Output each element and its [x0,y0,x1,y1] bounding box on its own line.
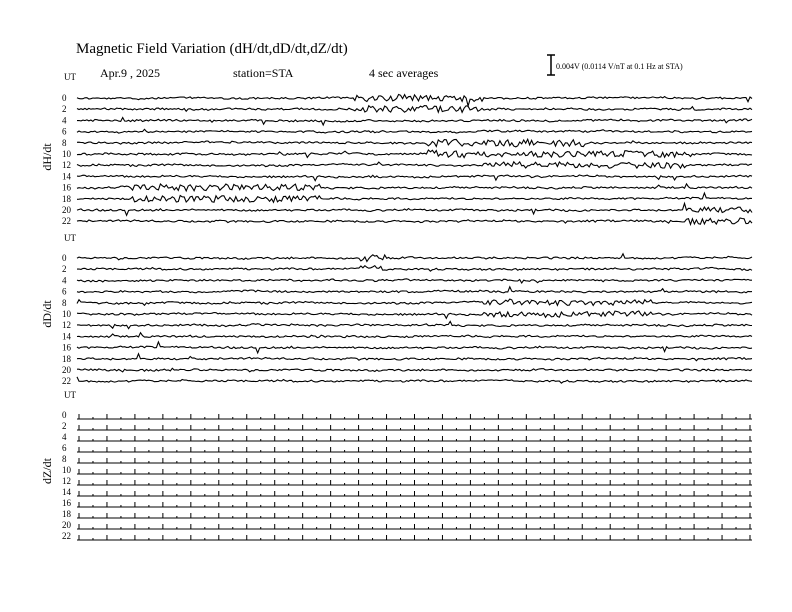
date-label: Apr.9 , 2025 [100,66,160,80]
trace-line [77,203,752,215]
row-label: 20 [62,365,71,375]
panel-1 [40,233,752,386]
row-label: 14 [62,171,71,182]
row-label: 18 [62,353,71,364]
panel-0 [40,72,752,226]
station-label: station=STA [233,66,294,80]
row-label: 20 [62,520,71,530]
trace-line [77,333,752,338]
row-label: 18 [62,193,71,204]
row-label: 4 [62,275,67,286]
row-label: 10 [62,309,71,319]
time-label-ut: UT [64,390,76,400]
trace-line [77,139,752,147]
trace-line [77,254,752,262]
row-label: 8 [62,297,67,308]
row-label: 8 [62,137,67,148]
row-label: 10 [62,149,71,159]
trace-line [77,287,752,293]
row-label: 10 [62,465,71,475]
row-label: 16 [62,498,71,508]
trace-line [77,162,752,168]
trace-line [77,118,752,126]
row-label: 16 [62,182,71,193]
row-label: 0 [62,253,67,263]
row-label: 16 [62,342,71,353]
row-label: 4 [62,115,67,126]
chart-title: Magnetic Field Variation (dH/dt,dD/dt,dZ/dt) [76,41,348,57]
scale-note: 0.004V (0.0114 V/nT at 0.1 Hz at STA) [556,62,683,71]
panel-ylabel: dD/dt [40,300,54,328]
row-label: 22 [62,216,71,227]
trace-line [77,279,752,283]
panels [40,72,752,541]
trace-line [77,106,752,113]
trace-line [77,266,752,271]
panel-ylabel: dH/dt [40,143,54,171]
row-label: 6 [62,126,67,137]
row-label: 20 [62,205,71,215]
averaging-label: 4 sec averages [369,66,439,80]
row-label: 14 [62,487,71,497]
trace-line [77,184,752,191]
row-label: 0 [62,93,67,103]
row-label: 8 [62,454,67,464]
row-label: 0 [62,410,67,420]
panel-ylabel: dZ/dt [40,458,54,484]
trace-line [77,299,752,305]
row-label: 22 [62,376,71,387]
trace-line [77,321,752,328]
row-label: 2 [62,104,67,115]
trace-line [77,354,752,361]
trace-line [77,95,752,106]
row-label: 12 [62,476,71,486]
row-label: 14 [62,331,71,342]
panel-2 [40,390,752,541]
trace-line [77,368,752,372]
row-label: 6 [62,286,67,297]
scale-bar [547,55,683,75]
row-label: 18 [62,509,71,519]
trace-line [77,193,752,202]
row-label: 22 [62,531,71,541]
time-label-ut: UT [64,233,76,243]
trace-line [77,311,752,318]
row-label: 12 [62,320,71,331]
trace-line [77,377,752,383]
row-label: 2 [62,264,67,275]
trace-line [77,218,752,224]
time-label-ut: UT [64,72,76,82]
trace-line [77,175,752,181]
row-label: 2 [62,421,67,431]
row-label: 4 [62,432,67,442]
trace-line [77,150,752,158]
row-label: 6 [62,443,67,453]
trace-line [77,129,752,133]
trace-line [77,342,752,353]
row-label: 12 [62,160,71,171]
